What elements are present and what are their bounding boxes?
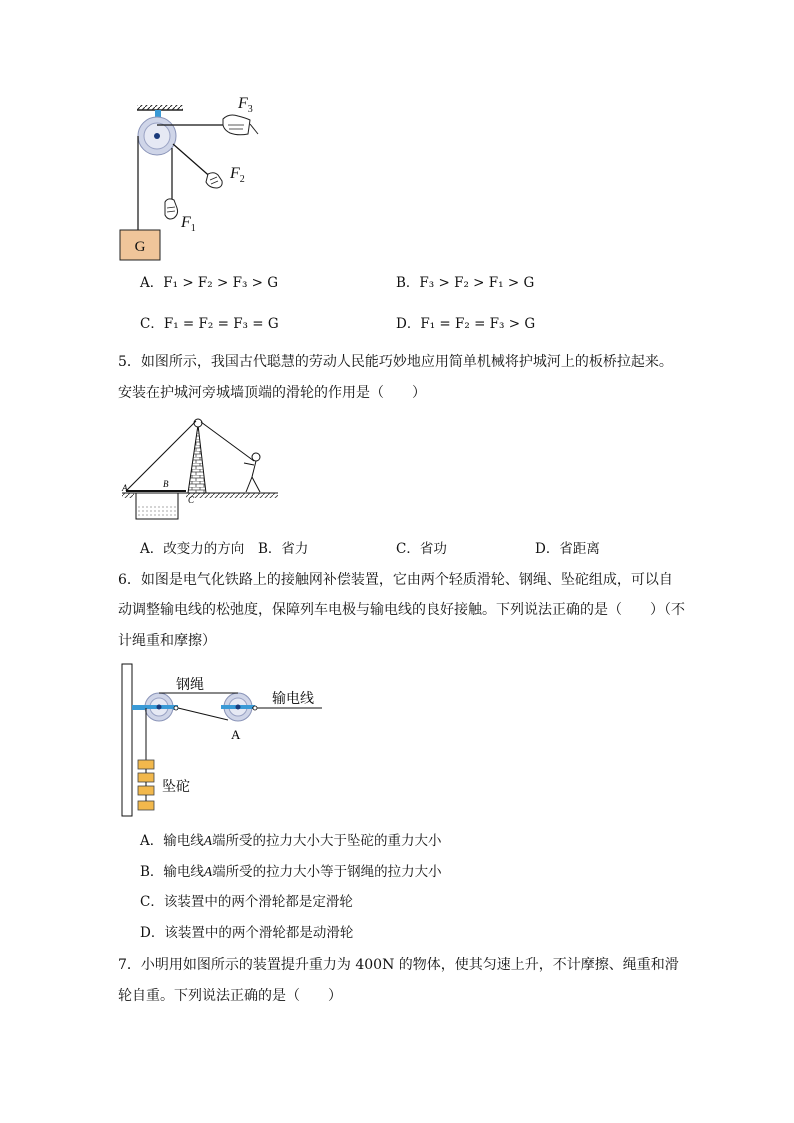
label-weight: 坠砣 xyxy=(162,780,190,795)
rope-to-bridge xyxy=(126,421,196,491)
q6-option-a[interactable]: A．输电线A端所受的拉力大小大于坠砣的重力大小 xyxy=(140,833,442,849)
q6-option-d[interactable]: D．该装置中的两个滑轮都是动滑轮 xyxy=(140,925,354,941)
q7-question-line2: 轮自重。下列说法正确的是（ ） xyxy=(118,988,342,1004)
brick-tower xyxy=(188,425,206,493)
q4-option-b[interactable]: B．F₃ > F₂ > F₁ > G xyxy=(396,275,535,291)
weight-block-2 xyxy=(138,773,154,782)
label-steel-rope: 钢绳 xyxy=(176,678,204,693)
q6-option-c[interactable]: C．该装置中的两个滑轮都是定滑轮 xyxy=(140,894,353,910)
q5-option-a[interactable]: A．改变力的方向 xyxy=(140,541,245,557)
q6-option-b[interactable]: B．输电线A端所受的拉力大小等于钢绳的拉力大小 xyxy=(140,864,442,880)
q6-question-line1: 6．如图是电气化铁路上的接触网补偿装置，它由两个轻质滑轮、钢绳、坠砣组成，可以自 xyxy=(118,572,673,588)
weight-block-3 xyxy=(138,786,154,795)
q5-option-c[interactable]: C．省功 xyxy=(396,541,447,557)
label-f3: $F_3$ xyxy=(238,95,253,115)
q5-drawbridge-figure xyxy=(118,415,288,525)
weight-block-4 xyxy=(138,801,154,810)
label-f2: $F_2$ xyxy=(230,165,245,185)
q5-option-b[interactable]: B．省力 xyxy=(258,541,309,557)
q6-question-line3: 计绳重和摩擦） xyxy=(118,633,216,649)
q6-question-line2: 动调整输电线的松弛度，保障列车电极与输电线的良好接触。下列说法正确的是（ ）（不 xyxy=(118,602,685,618)
steel-rope-bottom xyxy=(178,708,228,720)
q5-question-line2: 安装在护城河旁城墙顶端的滑轮的作用是（ ） xyxy=(118,385,426,401)
hand-f1-icon xyxy=(165,199,178,219)
top-pulley xyxy=(194,419,202,427)
hand-f2-icon xyxy=(206,173,222,188)
support-pole xyxy=(122,664,132,816)
label-c: C xyxy=(188,495,195,505)
q4-pulley-figure xyxy=(110,92,270,262)
q4-option-c[interactable]: C．F₁ = F₂ = F₃ = G xyxy=(140,316,279,332)
q5-option-d[interactable]: D．省距离 xyxy=(535,541,600,557)
weight-block-1 xyxy=(138,760,154,769)
q4-option-a[interactable]: A．F₁ > F₂ > F₃ > G xyxy=(140,275,279,291)
rope-to-person xyxy=(201,422,254,461)
q4-option-d[interactable]: D．F₁ = F₂ = F₃ > G xyxy=(396,316,536,332)
label-point-a: A xyxy=(231,727,241,742)
q7-question-line1: 7．小明用如图所示的装置提升重力为 400N 的物体，使其匀速上升，不计摩擦、绳重和滑 xyxy=(118,957,679,973)
q6-compensation-figure xyxy=(118,660,338,820)
hand-f3-icon xyxy=(223,115,258,135)
label-power-line: 输电线 xyxy=(272,692,314,707)
label-b: B xyxy=(163,479,169,489)
q5-question-line1: 5．如图所示，我国古代聪慧的劳动人民能巧妙地应用简单机械将护城河上的板桥拉起来。 xyxy=(118,354,673,370)
label-a: A xyxy=(122,483,128,493)
label-f1: $F_1$ xyxy=(181,214,196,234)
person-pulling-icon xyxy=(244,453,260,492)
block-g-label: G xyxy=(134,239,146,255)
